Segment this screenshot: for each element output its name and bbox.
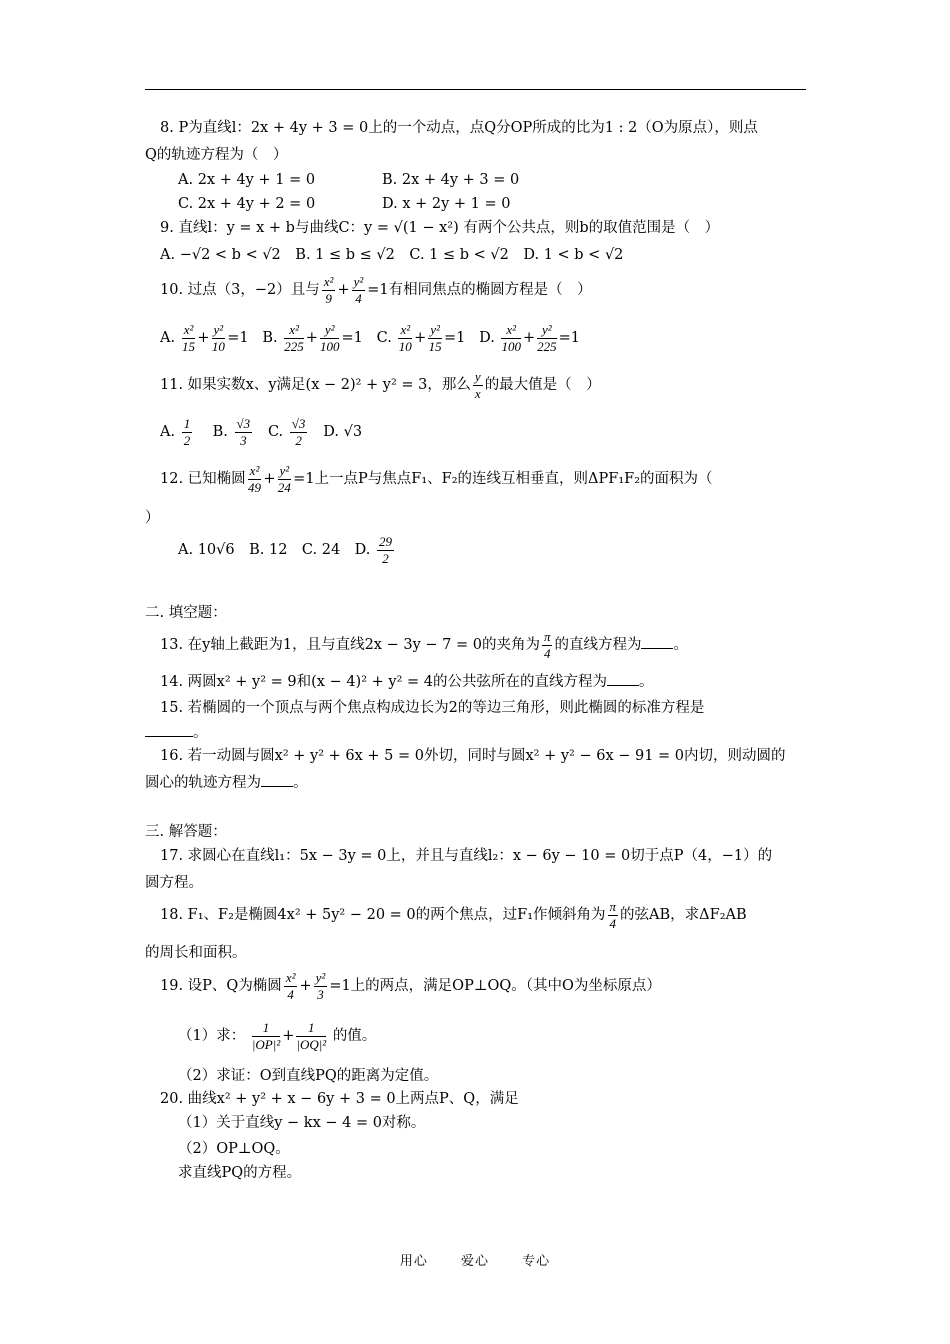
q10-options: A. $\frac{\text{x²}}{15}$ + $\frac{\text{y²}}{10}$ =1 B. $\frac{\text{x²}}{225}$ + $\frac{\text{y²}}{100}$ =1 C. $\frac{\text{x²}}{10}$ + $\frac{\text{y²}}{15}$ =1 D. $\frac{\text{x²}}{100}$ + $\frac{\text{y²}}{225}$ =1 bbox=[160, 321, 580, 354]
q18-question: 18. F₁、F₂是椭圆4x² + 5y² − 20 = 0的两个焦点，过F₁作倾斜角为 $\frac{\pi}{4}$ 的弦AB，求ΔF₂AB bbox=[160, 898, 747, 931]
q9-question: 9. 直线l：y = x + b与曲线C：y = √(1 − x²) 有两个公共点，则b的取值范围是（ ） bbox=[160, 220, 720, 236]
answer-blank bbox=[261, 772, 293, 787]
q8-line2: Q的轨迹方程为（ ） bbox=[145, 147, 288, 163]
q8-option-a: A. 2x + 4y + 1 = 0 bbox=[178, 172, 316, 188]
q16-line2: 圆心的轨迹方程为 。 bbox=[145, 772, 308, 793]
q15-answer: 。 bbox=[145, 722, 208, 743]
q11-options: A. $\frac{1}{2}$ B. $\frac{√3}{3}$ C. $\frac{√3}{2}$ D. √3 bbox=[160, 415, 363, 448]
q8-option-d: D. x + 2y + 1 = 0 bbox=[382, 196, 511, 212]
header-rule bbox=[145, 89, 806, 90]
answer-blank bbox=[607, 671, 639, 686]
q10-question: 10. 过点（3，−2）且与 $\frac{\text{x²}}{9}$ + $\frac{\text{y²}}{4}$ =1有相同焦点的椭圆方程是（ ） bbox=[160, 273, 592, 306]
q8-line1: 8. P为直线l：2x + 4y + 3 = 0上的一个动点，点Q分OP所成的比为1 : 2（O为原点），则点 bbox=[160, 120, 758, 136]
q12-options: A. 10√6 B. 12 C. 24 D. $\frac{29}{2}$ bbox=[178, 533, 393, 566]
q18-line2: 的周长和面积。 bbox=[145, 945, 247, 961]
q9-options: A. −√2 < b < √2 B. 1 ≤ b ≤ √2 C. 1 ≤ b < √2 D. 1 < b < √2 bbox=[160, 247, 624, 263]
q8-option-b: B. 2x + 4y + 3 = 0 bbox=[382, 172, 520, 188]
q15-question: 15. 若椭圆的一个顶点与两个焦点构成边长为2的等边三角形，则此椭圆的标准方程是 bbox=[160, 700, 705, 716]
q12-close-paren: ） bbox=[145, 510, 160, 526]
q19-part1: （1）求： $\frac{1}{\text{|OP|²}}$ + $\frac{1}{\text{|OQ|²}}$ 的值。 bbox=[178, 1019, 377, 1052]
q19-part2: （2）求证：O到直线PQ的距离为定值。 bbox=[178, 1068, 439, 1084]
answer-blank bbox=[145, 722, 193, 737]
q19-question: 19. 设P、Q为椭圆 $\frac{\text{x²}}{4}$ + $\frac{\text{y²}}{3}$ =1上的两点，满足OP⊥OQ。（其中O为坐标原点） bbox=[160, 969, 661, 1002]
q20-part2: （2）OP⊥OQ。 bbox=[178, 1141, 290, 1157]
q20-question: 20. 曲线x² + y² + x − 6y + 3 = 0上两点P、Q，满足 bbox=[160, 1091, 519, 1107]
q20-part3: 求直线PQ的方程。 bbox=[178, 1165, 302, 1181]
q13-question: 13. 在y轴上截距为1，且与直线2x − 3y − 7 = 0的夹角为 $\frac{\pi}{4}$ 的直线方程为 。 bbox=[160, 628, 688, 661]
q16-line1: 16. 若一动圆与圆x² + y² + 6x + 5 = 0外切，同时与圆x² + y² − 6x − 91 = 0内切，则动圆的 bbox=[160, 748, 786, 764]
fraction: $\frac{\text{x²}}{9}$ bbox=[323, 273, 334, 306]
fraction: $\frac{\text{y²}}{4}$ bbox=[353, 273, 364, 306]
q20-part1: （1）关于直线y − kx − 4 = 0对称。 bbox=[178, 1115, 426, 1131]
q11-question: 11. 如果实数x、y满足(x − 2)² + y² = 3，那么 $\frac{y}{x}$ 的最大值是（ ） bbox=[160, 368, 601, 401]
q10-text-start: 10. 过点（3，−2）且与 bbox=[160, 282, 320, 298]
q12-question: 12. 已知椭圆 $\frac{\text{x²}}{49}$ + $\frac{\text{y²}}{24}$ =1上一点P与焦点F₁、F₂的连线互相垂直，则ΔPF₁F₂的面积为（ bbox=[160, 462, 713, 495]
section-solutions: 三. 解答题： bbox=[145, 824, 227, 840]
answer-blank bbox=[641, 634, 673, 649]
q14-question: 14. 两圆x² + y² = 9和(x − 4)² + y² = 4的公共弦所在的直线方程为 。 bbox=[160, 671, 654, 692]
section-fill-in: 二. 填空题： bbox=[145, 605, 227, 621]
page-footer: 用心 爱心 专心 bbox=[399, 1254, 551, 1269]
q10-text-end: =1有相同焦点的椭圆方程是（ ） bbox=[367, 282, 592, 298]
q17-line1: 17. 求圆心在直线l₁：5x − 3y = 0上，并且与直线l₂：x − 6y − 10 = 0切于点P（4，−1）的 bbox=[160, 848, 773, 864]
q8-option-c: C. 2x + 4y + 2 = 0 bbox=[178, 196, 316, 212]
q17-line2: 圆方程。 bbox=[145, 875, 203, 891]
